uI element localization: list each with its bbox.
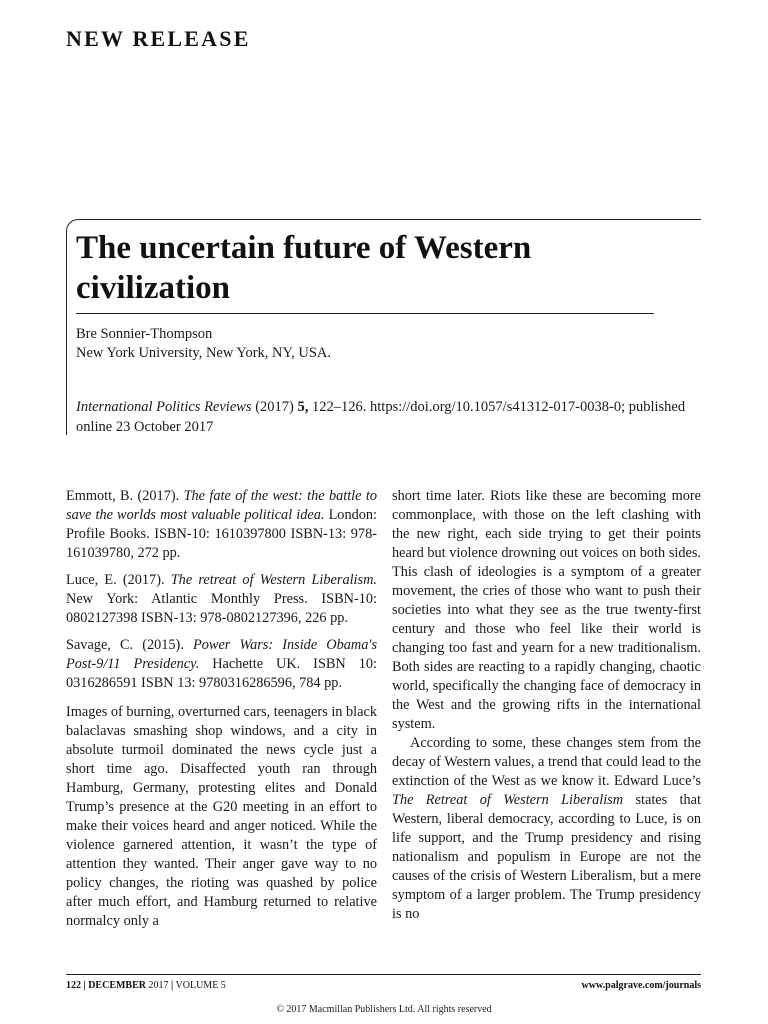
reference-title: The retreat of Western Liberalism. bbox=[170, 572, 377, 588]
citation bbox=[76, 397, 701, 437]
body-paragraph-2 bbox=[392, 734, 701, 924]
reference-item bbox=[66, 636, 377, 693]
citation-journal: International Politics Reviews bbox=[76, 399, 252, 415]
citation-year: (2017) bbox=[255, 399, 294, 415]
reference-authors: Emmott, B. (2017). bbox=[66, 488, 180, 504]
body-paragraph-1-part-2: short time later. Riots like these are becoming more commonplace, with those on the left clashing with the new right, each side trying to get their points heard but violence drowning out voices on both sides. This clash of ideologies is a symptom of a greater movement, the cries of those who want to push their societies into what they see as the true twenty-first century and those who feel like their world is changing too fast and yearn for a new traditionalism. Both sides are reacting to a rapidly changing, chaotic world, specifically the changing face of democracy in the West and the growing rifts in the international system. bbox=[392, 488, 701, 732]
article-title: The uncertain future of Western civilization bbox=[76, 230, 532, 306]
reference-authors: Luce, E. (2017). bbox=[66, 572, 165, 588]
new-release-label: NEW RELEASE bbox=[66, 26, 251, 51]
body-book-title: The Retreat of Western Liberalism bbox=[392, 792, 624, 808]
citation-volume: 5, bbox=[297, 399, 309, 415]
citation-details[interactable]: 122–126. https://doi.org/10.1057/s41312-017-0038-0; published online 23 October 2017 bbox=[76, 399, 686, 435]
footer-page-number: 122 bbox=[66, 980, 81, 991]
reference-title: Power Wars: Inside Obama's Post-9/11 Presidency. bbox=[66, 637, 378, 672]
footer-url[interactable]: www.palgrave.com/journals bbox=[581, 980, 701, 991]
reference-title: The fate of the west: the battle to save the worlds most valuable political idea. bbox=[66, 488, 377, 523]
reference-item bbox=[66, 571, 377, 628]
reference-details: New York: Atlantic Monthly Press. ISBN-10: 0802127398 ISBN-13: 978-0802127396, 226 pp. bbox=[66, 591, 377, 626]
copyright-notice: © 2017 Macmillan Publishers Ltd. All rights reserved bbox=[276, 1004, 492, 1015]
footer-year: 2017 bbox=[148, 980, 169, 991]
right-column bbox=[392, 487, 701, 924]
left-column bbox=[66, 487, 377, 931]
footer-separator: | bbox=[83, 980, 86, 991]
body-paragraph-2-start: According to some, these changes stem from the decay of Western values, a trend that could lead to the extinction of the West as we know it. Edward Luce’s bbox=[392, 735, 701, 789]
author-name: Bre Sonnier-Thompson bbox=[76, 326, 213, 342]
title-divider bbox=[76, 313, 654, 314]
reference-details: Hachette UK. ISBN 10: 0316286591 ISBN 13: 9780316286596, 784 pp. bbox=[66, 656, 377, 691]
reference-details: London: Profile Books. ISBN-10: 1610397800 ISBN-13: 978-161039780, 272 pp. bbox=[66, 507, 378, 561]
reference-authors: Savage, C. (2015). bbox=[66, 637, 184, 653]
footer-info bbox=[66, 980, 226, 991]
reference-item bbox=[66, 487, 377, 563]
footer-divider bbox=[66, 974, 701, 975]
footer-separator: | bbox=[171, 980, 174, 991]
author-affiliation: New York University, New York, NY, USA. bbox=[76, 345, 331, 361]
footer-volume: VOLUME 5 bbox=[175, 980, 226, 991]
body-paragraph-1-part-1: Images of burning, overturned cars, teenagers in black balaclavas smashing shop windows, and a city in absolute turmoil dominated the news cycle just a short time ago. Disaffected youth ran through Hamburg, Germany, protesting elites and Donald Trump’s presence at the G20 meeting in an effort to make their voices heard and anger noticed. While the violence garnered attention, it wasn’t the type of attention they wanted. Their anger gave way to no policy changes, the rioting was quashed by police after much effort, and Hamburg returned to relative normalcy only a bbox=[66, 704, 377, 929]
footer-month: DECEMBER bbox=[88, 980, 146, 991]
body-paragraph-2-end: states that Western, liberal democracy, according to Luce, is on life support, and the Trump presidency and rising nationalism and populism in Europe are not the causes of the crisis of Western Liberalism, but a mere symptom of a larger problem. The Trump presidency is no bbox=[392, 792, 701, 922]
